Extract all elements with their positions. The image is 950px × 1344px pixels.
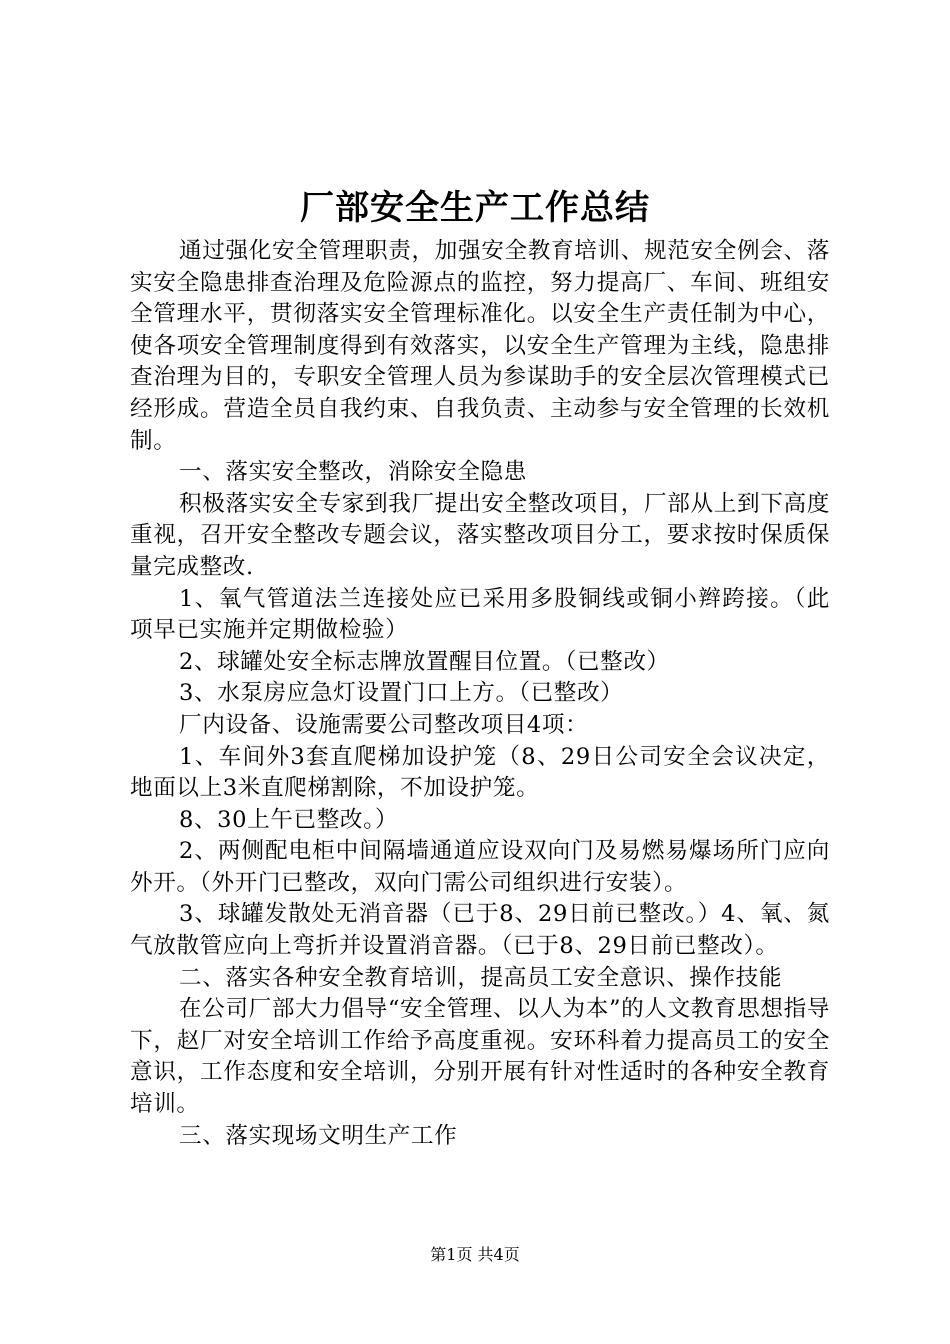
list-item: 3、水泵房应急灯设置门口上方。（已整改）: [179, 680, 624, 707]
list-item: 2、球罐处安全标志牌放置醒目位置。（已整改）: [179, 648, 670, 675]
paragraph: 厂内设备、设施需要公司整改项目4项：: [179, 711, 589, 738]
section-heading-2: 二、落实各种安全教育培训，提高员工安全意识、操作技能: [179, 964, 783, 991]
page-number: 第1页: [430, 1245, 473, 1264]
section-heading-1: 一、落实安全整改，消除安全隐患: [179, 459, 527, 486]
paragraph-intro: 通过强化安全管理职责，加强安全教育培训、规范安全例会、落实安全隐患排查治理及危险源点的监控，努力提高厂、车间、班组安全管理水平，贯彻落实安全管理标准化。以安全生产责任制为中心，使各项安全管理制度得到有效落实，以安全生产管理为主线，隐患排查治理为目的，专职安全管理人员为参谋助手的安全层次管理模式已经形成。营造全员自我约束、自我负责、主动参与安全管理的长效机制。: [130, 238, 830, 454]
section-heading-3: 三、落实现场文明生产工作: [179, 1122, 458, 1149]
list-item: 1、车间外3套直爬梯加设护笼（8、29日公司安全会议决定，地面以上3米直爬梯割除，不加设护笼。: [130, 743, 830, 802]
paragraph: 在公司厂部大力倡导“安全管理、以人为本”的人文教育思想指导下，赵厂对安全培训工作给予高度重视。安环科着力提高员工的安全意识，工作态度和安全培训，分别开展有针对性适时的各种安全教育培训。: [130, 996, 830, 1118]
page-footer: [0, 1243, 950, 1267]
paragraph: 积极落实安全专家到我厂提出安全整改项目，厂部从上到下高度重视，召开安全整改专题会议，落实整改项目分工，要求按时保质保量完成整改.: [130, 490, 830, 580]
list-item: 3、球罐发散处无消音器（已于8、29日前已整改。）4、氧、氮气放散管应向上弯折并设置消音器。（已于8、29日前已整改）。: [130, 901, 830, 960]
page-total: 共4页: [477, 1245, 520, 1264]
document-title: 厂部安全生产工作总结: [300, 188, 650, 228]
paragraph: 8、30上午已整改。）: [179, 806, 399, 833]
list-item: 2、两侧配电柜中间隔墙通道应设双向门及易燃易爆场所门应向外开。（外开门已整改，双向门需公司组织进行安装）。: [130, 838, 830, 896]
document-body: [130, 236, 830, 1152]
list-item: 1、氧气管道法兰连接处应已采用多股铜线或铜小辫跨接。（此项早已实施并定期做检验）: [130, 585, 830, 644]
